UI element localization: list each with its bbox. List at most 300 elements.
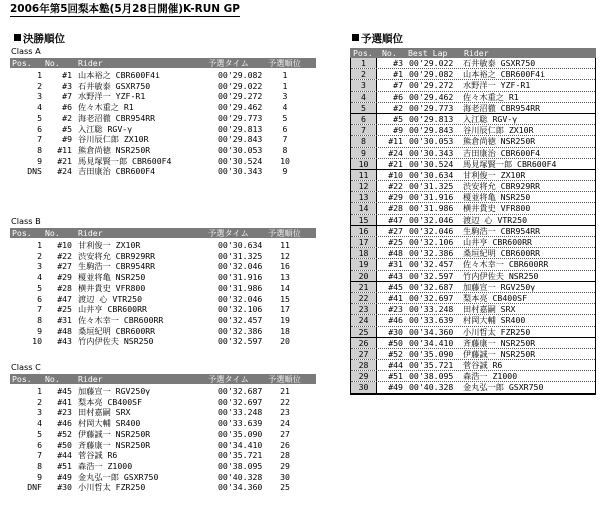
table-row [10,272,316,283]
best-lap: 00'32.687 [409,281,454,292]
rider-number: #25 [57,304,72,315]
col-rider: Rider [78,58,103,68]
rider-number: #50 [57,439,72,450]
rider-number: #52 [388,348,403,359]
rider-name: 梨本亮 CB400SF [463,292,527,303]
finish-position: 1 [37,70,42,80]
best-lap: 00'31.916 [409,192,454,203]
rider-name: 熊倉尚徳 NSR250R [463,136,536,147]
rider-name: 斉藤康一 NSR250R [78,439,151,450]
qualifying-rank: 13 [280,272,290,283]
best-lap: 00'31.986 [409,203,454,214]
best-lap: 00'33.639 [409,315,454,326]
qualifying-time: 00'34.410 [218,439,263,450]
qualifying-time: 00'35.721 [218,450,263,461]
best-lap: 00'32.597 [409,270,454,281]
rider-name: 海老沼徹 CBR954RR [78,112,156,123]
rider-name: 梨本亮 CB400SF [78,396,142,407]
table-row [10,240,316,251]
best-lap: 00'30.634 [409,169,454,180]
rider-name: 渡辺 心 VTR250 [463,214,527,225]
col-qualifying-rank: 予選順位 [268,374,301,384]
rider-name: 熊倉尚徳 NSR250R [78,144,151,155]
rider-number: #31 [388,259,403,270]
qualifying-position: 13 [351,192,377,202]
rider-name: 海老沼徹 CBR954RR [463,102,541,113]
rider-number: #9 [62,134,72,145]
rider-number: #46 [57,418,72,429]
qualifying-table-header [350,48,596,58]
rider-name: 斉藤康一 NSR250R [463,337,536,348]
finish-position: 3 [37,407,42,418]
rider-name: 榎並将亀 NSR250 [463,192,531,203]
rider-number: #48 [57,325,72,336]
qualifying-heading-label: 予選順位 [361,33,403,45]
table-row [10,461,316,472]
best-lap: 00'35.090 [409,348,454,359]
best-lap: 00'29.813 [409,113,454,124]
rider-number: #22 [388,181,403,192]
finish-position: DNS [27,166,42,177]
rider-number: #30 [57,482,72,493]
rider-name: 村岡大輔 SR400 [463,315,526,326]
best-lap: 00'29.843 [409,125,454,136]
rider-number: #2 [393,102,403,113]
table-row [10,407,316,418]
table-row [351,114,595,125]
qualifying-rank: 18 [280,325,290,336]
qualifying-time: 00'33.248 [218,407,263,418]
rider-number: #6 [62,102,72,113]
rider-name: 入江聡 RGV-γ [78,123,133,134]
rider-number: #29 [57,272,72,283]
rider-number: #5 [393,113,403,124]
qualifying-rank: 5 [282,112,288,123]
rider-number: #6 [393,91,403,102]
finals-table-header [10,58,316,68]
table-row [10,70,316,81]
rider-name: 渋安将允 CBR929RR [78,250,156,261]
qualifying-position: 14 [351,203,377,213]
table-row [351,382,595,393]
class-title: Class B [11,216,41,226]
qualifying-position: 17 [351,237,377,247]
class-title: Class C [11,362,41,372]
rider-number: #52 [57,428,72,439]
finish-position: DNF [27,482,42,493]
rider-number: #47 [57,293,72,304]
table-row [351,282,595,293]
qualifying-time: 00'32.697 [218,396,263,407]
rider-number: #27 [57,261,72,272]
rider-number: #50 [388,337,403,348]
finish-position: 3 [37,261,42,272]
qualifying-rank: 30 [280,471,290,482]
table-row [351,192,595,203]
qualifying-time: 00'33.639 [218,418,263,429]
best-lap: 00'32.106 [409,237,454,247]
qualifying-time: 00'38.095 [218,460,263,471]
table-row [351,371,595,382]
rider-name: 森浩一 Z1000 [463,371,518,382]
qualifying-heading [352,34,403,45]
qualifying-time: 00'31.986 [218,282,263,293]
qualifying-time: 00'31.916 [218,272,263,283]
rider-name: 森浩一 Z1000 [78,460,133,471]
rider-number: #27 [388,225,403,236]
rider-number: #45 [57,386,72,396]
table-row [10,440,316,451]
rider-name: 佐々木重之 R1 [463,91,519,102]
table-row [351,148,595,159]
col-no: No. [45,228,60,238]
table-row [351,338,595,349]
qualifying-rank: 29 [280,460,290,471]
table-row [10,145,316,156]
rider-number: #3 [62,80,72,91]
table-row [351,315,595,326]
rider-name: 加藤宣一 RGV250γ [78,386,151,396]
best-lap: 00'32.046 [409,214,454,225]
rider-name: 渡辺 心 VTR250 [78,293,142,304]
finish-position: 8 [37,460,42,471]
table-row [10,336,316,347]
rider-number: #28 [57,282,72,293]
table-row [10,261,316,272]
bullet-square-icon [14,34,21,41]
qualifying-rank: 16 [280,261,290,272]
finish-position: 10 [32,336,42,347]
finish-position: 2 [37,80,42,91]
qualifying-time: 00'29.813 [218,123,263,134]
finish-position: 5 [37,428,42,439]
table-row [10,251,316,262]
col-pos: Pos. [12,58,32,68]
rider-name: 小川哲太 FZR250 [78,482,146,493]
rider-name: 吉田康治 CBR600F4 [78,166,156,177]
qualifying-position: 25 [351,327,377,337]
best-lap: 00'32.386 [409,248,454,259]
table-row [351,170,595,181]
col-pos: Pos. [12,374,32,384]
rider-number: #2 [62,112,72,123]
rider-name: 小川哲太 FZR250 [463,326,531,337]
qualifying-position: 18 [351,248,377,258]
rider-name: 山井亨 CBR600RR [463,237,532,247]
finish-position: 4 [37,418,42,429]
rider-name: 桑垣紀明 CBR600RR [463,248,541,259]
rider-name: 佐々木幸一 CBR600RR [78,314,164,325]
best-lap: 00'29.462 [409,91,454,102]
finish-position: 9 [37,471,42,482]
table-row [10,294,316,305]
qualifying-time: 00'35.090 [218,428,263,439]
rider-name: 甘利俊一 ZX10R [463,169,526,180]
rider-number: #44 [388,360,403,371]
finish-position: 1 [37,240,42,250]
col-no: No. [45,58,60,68]
qualifying-position: 19 [351,259,377,269]
rider-number: #41 [57,396,72,407]
best-lap: 00'30.053 [409,136,454,147]
finish-position: 5 [37,112,42,123]
rider-number: #24 [57,166,72,177]
best-lap: 00'30.343 [409,147,454,158]
col-pos: Pos. [353,48,373,58]
qualifying-rank: 28 [280,450,290,461]
rider-number: #24 [388,147,403,158]
rider-number: #10 [388,169,403,180]
table-row [10,472,316,483]
rider-name: 山本裕之 CBR600F4i [463,69,546,80]
qualifying-position: 5 [351,103,377,113]
rider-number: #47 [388,214,403,225]
rider-name: 伊藤誠一 NSR250R [463,348,536,359]
qualifying-position: 11 [351,170,377,180]
rider-number: #51 [57,460,72,471]
table-row [351,159,595,170]
qualifying-position: 3 [351,80,377,90]
qualifying-time: 00'29.022 [218,80,263,91]
rider-number: #45 [388,281,403,292]
finish-position: 7 [37,450,42,461]
qualifying-time: 00'31.325 [218,250,263,261]
qualifying-position: 27 [351,349,377,359]
rider-number: #46 [388,315,403,326]
table-row [351,360,595,371]
col-qualifying-time: 予選タイム [208,228,249,238]
table-row [351,271,595,282]
best-lap: 00'29.773 [409,102,454,113]
rider-number: #23 [388,304,403,315]
rider-name: 佐々木重之 R1 [78,102,134,113]
best-lap: 00'35.721 [409,360,454,371]
qualifying-position: 23 [351,304,377,314]
rider-name: 甘利俊一 ZX10R [78,240,141,250]
rider-number: #1 [393,69,403,80]
finals-table-header [10,228,316,238]
best-lap: 00'34.410 [409,337,454,348]
rider-name: 渋安将允 CBR929RR [463,181,541,192]
table-row [10,166,316,177]
table-row [10,315,316,326]
rider-number: #31 [57,314,72,325]
table-row [10,429,316,440]
table-row [10,113,316,124]
finish-position: 6 [37,439,42,450]
table-row [10,482,316,493]
rider-number: #43 [388,270,403,281]
table-row [351,304,595,315]
table-row [351,237,595,248]
table-row [10,134,316,145]
qualifying-rank: 6 [282,123,288,134]
col-best-lap: Best Lap [408,48,448,58]
qualifying-position: 16 [351,226,377,236]
qualifying-rank: 24 [280,418,290,429]
qualifying-time: 00'29.773 [218,112,263,123]
col-qualifying-time: 予選タイム [208,58,249,68]
qualifying-rank: 22 [280,396,290,407]
qualifying-position: 2 [351,69,377,79]
qualifying-position: 24 [351,315,377,325]
finish-position: 5 [37,282,42,293]
qualifying-rank: 27 [280,428,290,439]
finish-position: 6 [37,123,42,134]
qualifying-table-body [350,58,596,395]
rider-number: #51 [388,371,403,382]
table-row [351,327,595,338]
best-lap: 00'32.697 [409,292,454,303]
col-rider: Rider [464,48,489,58]
rider-name: 横井貴史 VFR800 [78,282,146,293]
finish-position: 7 [37,134,42,145]
rider-name: 横井貴史 VFR800 [463,203,531,214]
finish-position: 3 [37,91,42,102]
rider-number: #10 [57,240,72,250]
rider-number: #5 [62,123,72,134]
qualifying-position: 7 [351,125,377,135]
table-row [10,450,316,461]
best-lap: 00'33.248 [409,304,454,315]
rider-number: #23 [57,407,72,418]
rider-name: 水野洋一 YZF-R1 [463,80,531,91]
qualifying-rank: 4 [282,102,288,113]
qualifying-rank: 12 [280,250,290,261]
rider-number: #48 [388,248,403,259]
finish-position: 9 [37,325,42,336]
best-lap: 00'34.360 [409,326,454,337]
table-row [351,136,595,147]
table-row [351,226,595,237]
qualifying-position: 6 [351,114,377,124]
qualifying-table [350,48,596,395]
rider-name: 金丸弘一郎 GSXR750 [78,471,159,482]
table-row [10,326,316,337]
rider-name: 入江聡 RGV-γ [463,113,518,124]
finish-position: 8 [37,144,42,155]
qualifying-rank: 26 [280,439,290,450]
qualifying-position: 12 [351,181,377,191]
finish-position: 2 [37,250,42,261]
qualifying-rank: 21 [280,386,290,396]
table-row [351,293,595,304]
bullet-square-icon [352,34,359,41]
finals-table-header [10,374,316,384]
finish-position: 9 [37,155,42,166]
rider-name: 山本裕之 CBR600F4i [78,70,161,80]
rider-number: #22 [57,250,72,261]
qualifying-time: 00'40.328 [218,471,263,482]
finish-position: 4 [37,102,42,113]
col-qualifying-rank: 予選順位 [268,58,301,68]
class-title: Class A [11,46,41,56]
rider-number: #49 [388,382,403,393]
finish-position: 6 [37,293,42,304]
rider-name: 石井敏泰 GSXR750 [463,58,536,68]
table-row [351,259,595,270]
rider-number: #1 [62,70,72,80]
rider-name: 竹内伊佐夫 NSR250 [463,270,539,281]
best-lap: 00'32.046 [409,225,454,236]
qualifying-rank: 15 [280,293,290,304]
best-lap: 00'30.524 [409,158,454,169]
table-row [10,91,316,102]
qualifying-rank: 10 [280,155,290,166]
finals-heading-label: 決勝順位 [23,33,65,45]
col-rider: Rider [78,374,103,384]
qualifying-time: 00'32.597 [218,336,263,347]
col-no: No. [382,48,397,58]
qualifying-rank: 9 [282,166,288,177]
qualifying-position: 21 [351,282,377,292]
table-row [10,418,316,429]
qualifying-time: 00'32.106 [218,304,263,315]
table-row [10,124,316,135]
qualifying-time: 00'30.524 [218,155,263,166]
table-row [10,386,316,397]
table-row [10,304,316,315]
qualifying-rank: 1 [282,80,288,91]
qualifying-time: 00'30.053 [218,144,263,155]
qualifying-rank: 25 [280,482,290,493]
qualifying-position: 1 [351,58,377,68]
qualifying-rank: 14 [280,282,290,293]
rider-name: 生駒浩一 CBR954RR [78,261,156,272]
rider-name: 生駒浩一 CBR954RR [463,225,541,236]
table-row [10,81,316,92]
qualifying-rank: 11 [280,240,290,250]
qualifying-time: 00'29.082 [218,70,263,80]
qualifying-time: 00'32.457 [218,314,263,325]
rider-number: #9 [393,125,403,136]
rider-number: #44 [57,450,72,461]
qualifying-position: 15 [351,215,377,225]
rider-name: 伊藤誠一 NSR250R [78,428,151,439]
rider-name: 吉田康治 CBR600F4 [463,147,541,158]
rider-name: 山井亨 CBR600RR [78,304,147,315]
table-row [10,102,316,113]
table-row [351,58,595,69]
qualifying-rank: 20 [280,336,290,347]
table-row [10,283,316,294]
rider-name: 榎並将亀 NSR250 [78,272,146,283]
qualifying-rank: 8 [282,144,288,155]
rider-number: #7 [62,91,72,102]
rider-name: 桑垣紀明 CBR600RR [78,325,156,336]
finish-position: 7 [37,304,42,315]
table-row [351,80,595,91]
rider-name: 金丸弘一郎 GSXR750 [463,382,544,393]
qualifying-rank: 23 [280,407,290,418]
rider-number: #3 [393,58,403,68]
table-row [351,203,595,214]
qualifying-time: 00'30.634 [218,240,263,250]
best-lap: 00'40.328 [409,382,454,393]
rider-name: 馬見塚賢一郎 CBR600F4 [463,158,557,169]
qualifying-time: 00'32.687 [218,386,263,396]
qualifying-position: 20 [351,271,377,281]
rider-number: #7 [393,80,403,91]
finals-heading [14,34,65,45]
best-lap: 00'31.325 [409,181,454,192]
finish-position: 8 [37,314,42,325]
qualifying-time: 00'32.386 [218,325,263,336]
rider-name: 水野洋一 YZF-R1 [78,91,146,102]
qualifying-time: 00'34.360 [218,482,263,493]
rider-number: #11 [388,136,403,147]
table-row [351,215,595,226]
